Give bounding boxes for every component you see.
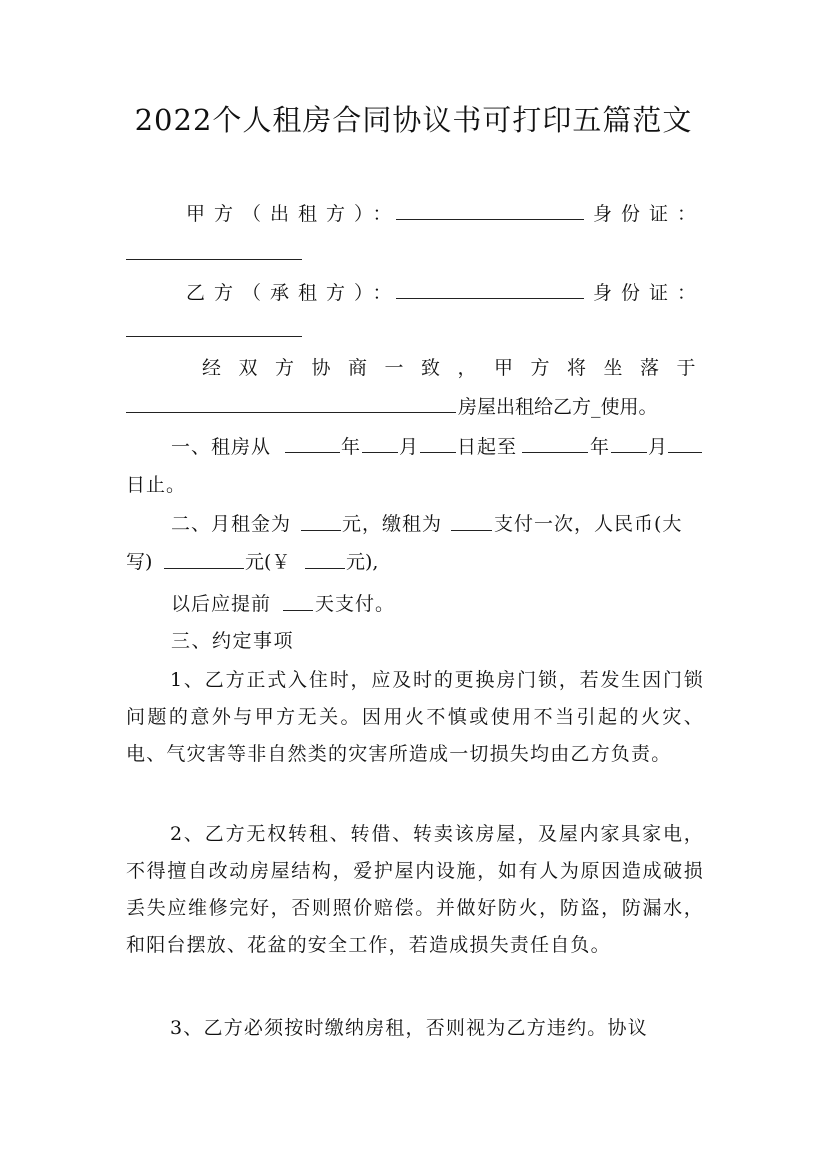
party-b-id-blank — [126, 336, 302, 337]
party-b-id-label: 身份证： — [593, 282, 706, 304]
intro-continuation: 房屋出租给乙方_使用。 — [458, 396, 658, 418]
start-year-label: 年 — [341, 436, 361, 458]
monthly-rent-blank — [301, 530, 341, 531]
document-title: 2022个人租房合同协议书可打印五篇范文 — [134, 103, 693, 137]
party-a-id-blank — [126, 259, 302, 260]
clause-2-rent-label: 二、月租金为 — [171, 513, 292, 535]
start-month-label: 月 — [399, 436, 419, 458]
end-month-blank — [611, 452, 647, 453]
item-3-paragraph: 3、乙方必须按时缴纳房租，否则视为乙方违约。协议 — [170, 1017, 648, 1039]
clause-2-yuan-close: 元), — [346, 551, 379, 573]
start-month-blank — [362, 452, 398, 453]
party-b-label: 乙方（承租方）： — [186, 282, 401, 304]
clause-3-heading: 三、约定事项 — [171, 630, 295, 652]
end-year-label: 年 — [590, 436, 610, 458]
party-a-id-label: 身份证： — [593, 203, 706, 225]
item-2-paragraph: 2、乙方无权转租、转借、转卖该房屋，及屋内家具家电，不得擅自改动房屋结构，爱护屋内设施，如有人为原因造成破损丢失应维修完好，否则照价赔偿。并做好防火，防盗，防漏水，和阳台摆放、花盆的安全工作，若造成损失责任自负。 — [126, 823, 704, 956]
party-b-name-blank — [396, 298, 584, 299]
start-day-label: 日起至 — [457, 436, 518, 458]
clause-1-start: 一、租房从 — [171, 436, 272, 458]
start-year-blank — [285, 452, 340, 453]
advance-days-blank — [283, 610, 313, 611]
party-a-name-blank — [396, 219, 584, 220]
end-year-blank — [522, 452, 588, 453]
clause-2-daxie: 写) — [126, 551, 153, 573]
clause-2-pay-end: 天支付。 — [315, 593, 396, 615]
clause-2-advance-label: 以后应提前 — [171, 593, 272, 615]
payment-period-blank — [451, 530, 492, 531]
intro-text: 经双方协商一致，甲方将坐落于 — [202, 357, 714, 379]
clause-2-rmb-label: 支付一次，人民币(大 — [494, 513, 683, 535]
amount-words-blank — [164, 568, 244, 569]
amount-figures-blank — [305, 568, 345, 569]
end-day-blank — [668, 452, 702, 453]
party-a-label: 甲方（出租方）： — [186, 203, 401, 225]
end-month-label: 月 — [648, 436, 668, 458]
clause-2-yen-label: 元(￥ — [245, 551, 291, 573]
address-blank — [126, 412, 456, 413]
item-1-paragraph: 1、乙方正式入住时，应及时的更换房门锁，若发生因门锁问题的意外与甲方无关。因用火不慎或使用不当引起的火灾、电、气灾害等非自然类的灾害所造成一切损失均由乙方负责。 — [126, 669, 704, 765]
clause-1-end: 日止。 — [126, 474, 187, 496]
clause-2-payment-label: 元，缴租为 — [342, 513, 443, 535]
start-day-blank — [420, 452, 456, 453]
